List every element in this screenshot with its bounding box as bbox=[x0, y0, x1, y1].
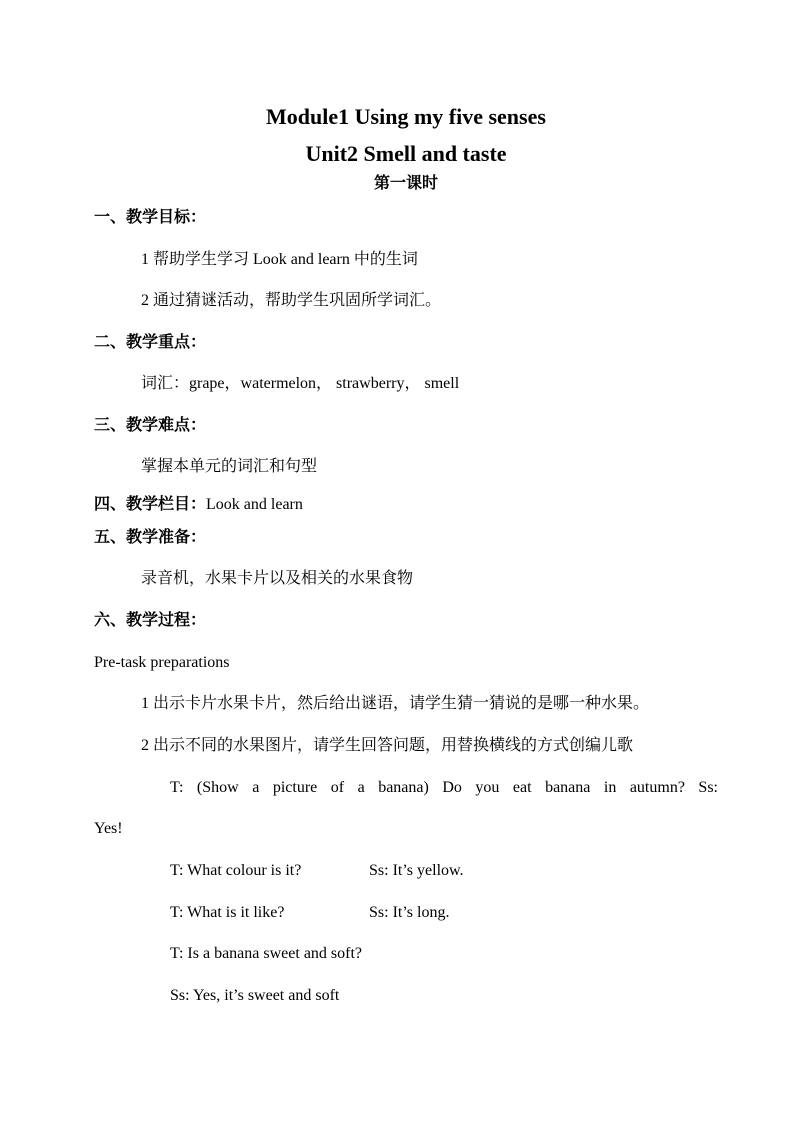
dialogue-answer-2: Ss: It’s yellow. bbox=[369, 862, 464, 879]
dialogue-line-1: T: (Show a picture of a banana) Do you eat banana in autumn? Ss: bbox=[170, 779, 718, 796]
objective-item-1: 1 帮助学生学习 Look and learn 中的生词 bbox=[141, 251, 418, 268]
dialogue-question-3: T: What is it like? bbox=[170, 904, 285, 921]
process-step-1: 1 出示卡片水果卡片，然后给出谜语，请学生猜一猜说的是哪一种水果。 bbox=[141, 695, 650, 712]
key-points-vocabulary: 词汇：grape，watermelon， strawberry， smell bbox=[141, 375, 460, 392]
process-heading: 六、教学过程： bbox=[94, 612, 207, 629]
dialogue-line-4: T: Is a banana sweet and soft? bbox=[170, 945, 363, 962]
difficulties-heading: 三、教学难点： bbox=[94, 417, 207, 434]
objectives-heading: 一、教学目标： bbox=[94, 209, 207, 226]
column-heading: 四、教学栏目： bbox=[94, 496, 207, 513]
unit-title: Unit2 Smell and taste bbox=[305, 141, 507, 166]
lesson-label: 第一课时 bbox=[373, 175, 438, 192]
dialogue-question-2: T: What colour is it? bbox=[170, 862, 302, 879]
dialogue-line-1-cont: Yes! bbox=[94, 820, 123, 837]
key-points-heading: 二、教学重点： bbox=[94, 334, 207, 351]
process-phase: Pre-task preparations bbox=[94, 654, 230, 671]
preparation-content: 录音机，水果卡片以及相关的水果食物 bbox=[141, 570, 414, 587]
process-step-2: 2 出示不同的水果图片，请学生回答问题，用替换横线的方式创编儿歌 bbox=[141, 737, 634, 754]
dialogue-answer-3: Ss: It’s long. bbox=[369, 904, 450, 921]
column-row bbox=[94, 495, 303, 515]
difficulties-content: 掌握本单元的词汇和句型 bbox=[141, 458, 318, 475]
dialogue-line-3 bbox=[170, 903, 449, 923]
column-value: Look and learn bbox=[206, 496, 303, 513]
preparation-heading: 五、教学准备： bbox=[94, 529, 207, 546]
document-title: Module1 Using my five senses bbox=[266, 104, 546, 129]
dialogue-line-5: Ss: Yes, it’s sweet and soft bbox=[170, 987, 340, 1004]
objective-item-2: 2 通过猜谜活动，帮助学生巩固所学词汇。 bbox=[141, 292, 442, 309]
dialogue-line-2 bbox=[170, 861, 464, 881]
